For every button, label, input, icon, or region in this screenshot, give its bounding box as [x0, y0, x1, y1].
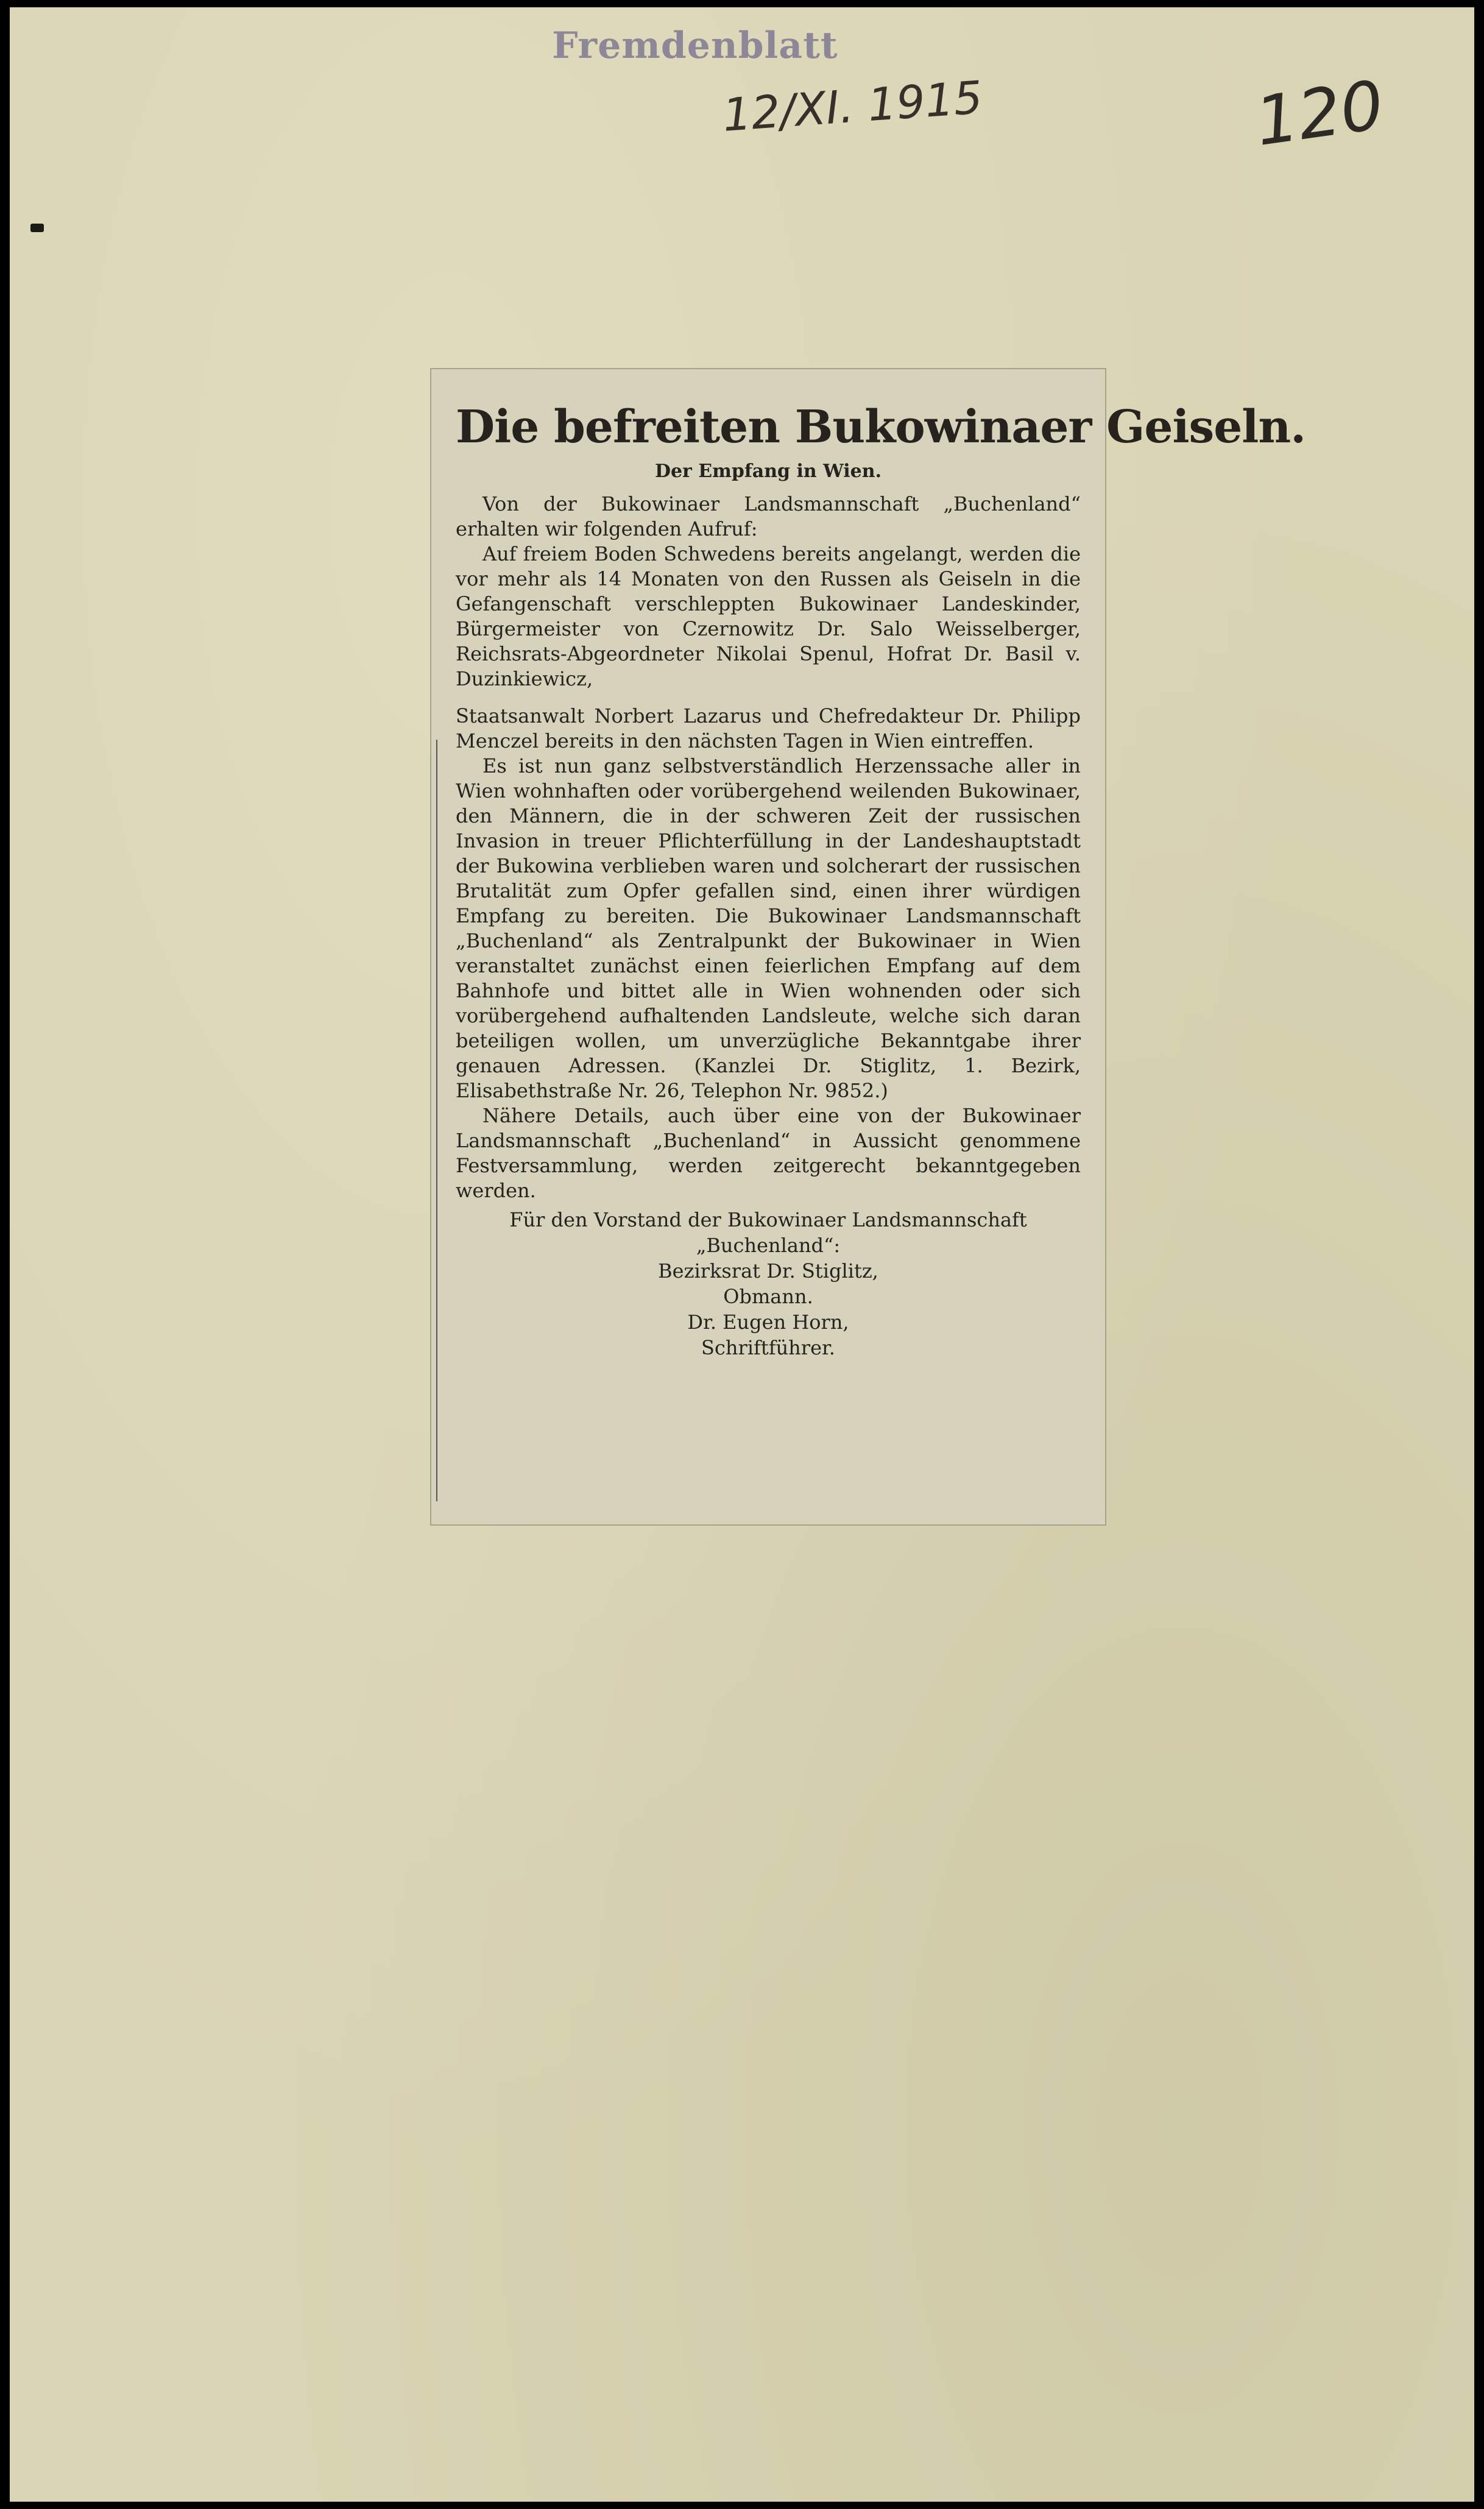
- article-headline: Die befreiten Bukowinaer Geiseln.: [456, 401, 1306, 453]
- article-subheadline: Der Empfang in Wien.: [654, 461, 882, 482]
- signature-name: Bezirksrat Dr. Stiglitz,: [658, 1259, 878, 1283]
- archive-sheet: [10, 7, 1474, 2502]
- article-paragraph: Auf freiem Boden Schwedens bereits angelangt, werden die vor mehr als 14 Monaten von den Russen als Geiseln in die Gefangenschaft verschleppten Bukowinaer Landeskinder, Bürgermeister von Czernowitz Dr. Salo Weisselberger, Reichsrats-Abgeordneter Nikolai Spenul, Hofrat Dr. Basil v. Duzinkiewicz,: [456, 542, 1081, 690]
- signature-name: Dr. Eugen Horn,: [687, 1311, 849, 1334]
- article-paragraph: Nähere Details, auch über eine von der Bukowinaer Landsmannschaft „Buchenland“ in Aussicht genommene Festversammlung, werden zeitgerecht bekanntgegeben werden.: [456, 1104, 1081, 1202]
- pin-mark: [30, 224, 44, 232]
- article-paragraph: Staatsanwalt Norbert Lazarus und Chefredakteur Dr. Philipp Menczel bereits in den nächsten Tagen in Wien eintreffen.: [456, 704, 1081, 752]
- handwritten-date: 12/XI. 1915: [721, 71, 984, 142]
- signature-organization: „Buchenland“:: [696, 1234, 841, 1257]
- signature-role: Schriftführer.: [701, 1336, 835, 1359]
- column-break: [456, 692, 1081, 704]
- handwritten-page-number: 120: [1251, 66, 1388, 161]
- column-rule: [436, 740, 437, 1501]
- newspaper-stamp: Fremdenblatt: [552, 24, 838, 67]
- signature-for-line: Für den Vorstand der Bukowinaer Landsmannschaft: [509, 1208, 1027, 1231]
- newspaper-clipping: [430, 368, 1306, 1526]
- article-paragraph: Es ist nun ganz selbstverständlich Herzenssache aller in Wien wohnhaften oder vorübergehend weilenden Bukowinaer, den Männern, die in der schweren Zeit der russischen Invasion in treuer Pflichterfüllung in der Landeshauptstadt der Bukowina verblieben waren und solcherart der russischen Brutalität zum Opfer gefallen sind, einen ihrer würdigen Empfang zu bereiten. Die Bukowinaer Landsmannschaft „Buchenland“ als Zentralpunkt der Bukowinaer in Wien veranstaltet zunächst einen feierlichen Empfang auf dem Bahnhofe und bittet alle in Wien wohnenden oder sich vorübergehend aufhaltenden Landsleute, welche sich daran beteiligen wollen, um unverzügliche Bekanntgabe ihrer genauen Adressen. (Kanzlei Dr. Stiglitz, 1. Bezirk, Elisabethstraße Nr. 26, Telephon Nr. 9852.): [456, 754, 1081, 1102]
- article-paragraph: Von der Bukowinaer Landsmannschaft „Buchenland“ erhalten wir folgenden Aufruf:: [456, 492, 1081, 540]
- signature-role: Obmann.: [723, 1285, 813, 1308]
